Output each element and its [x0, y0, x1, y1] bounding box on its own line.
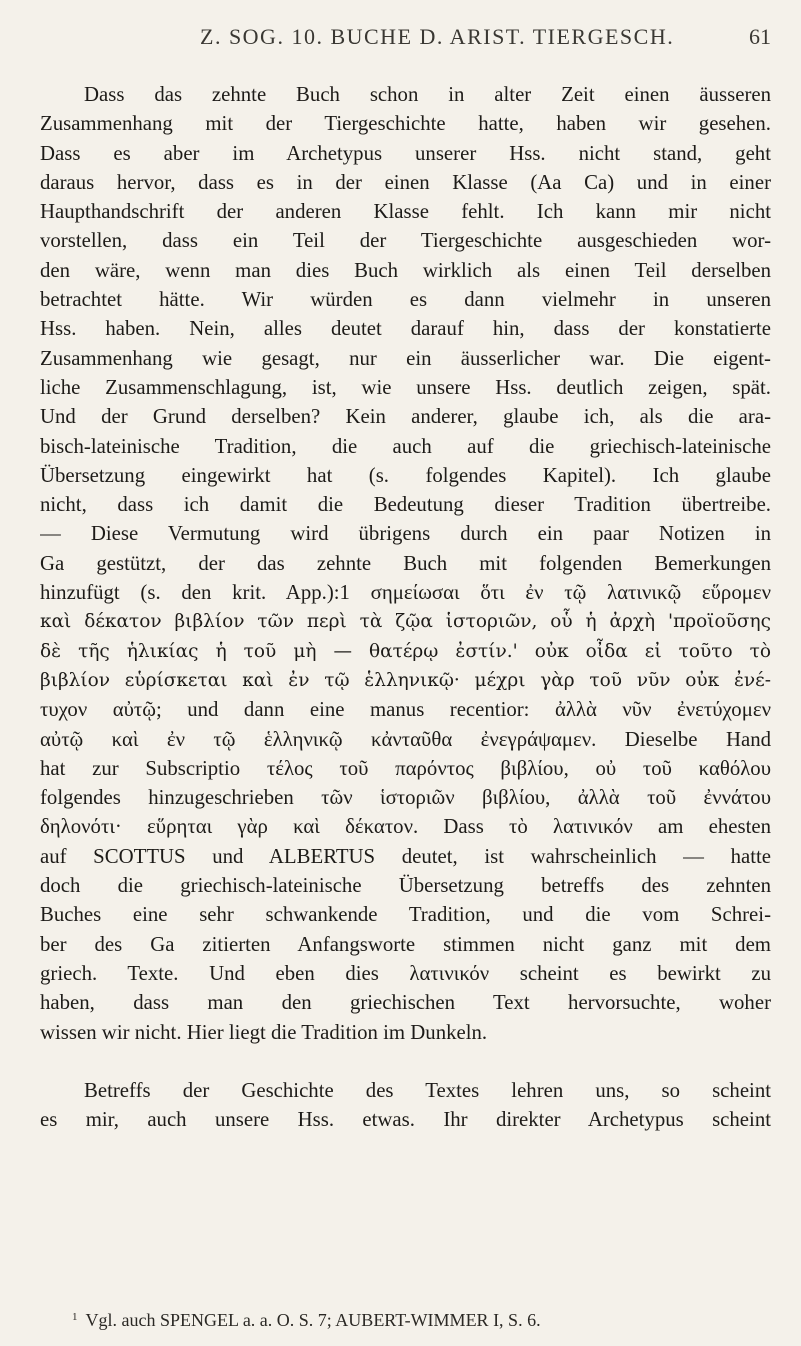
- text-line: Haupthandschrift der anderen Klasse fehlt. Ich kann mir nicht: [40, 200, 771, 224]
- text-line: es mir, auch unsere Hss. etwas. Ihr direkter Archetypus scheint: [40, 1108, 771, 1132]
- text-line: haben, dass man den griechischen Text hervorsuchte, woher: [40, 991, 771, 1015]
- text-line: liche Zusammenschlagung, ist, wie unsere Hss. deutlich zeigen, spät.: [40, 375, 771, 399]
- text-line: Und der Grund derselben? Kein anderer, glaube ich, als die ara-: [40, 405, 771, 429]
- footnote-text: Vgl. auch SPENGEL a. a. O. S. 7; AUBERT-WIMMER I, S. 6.: [85, 1310, 541, 1330]
- paragraph-gap: [40, 1047, 771, 1076]
- text-line: Zusammenhang mit der Tiergeschichte hatte, haben wir gesehen.: [40, 112, 771, 136]
- text-line: Dass es aber im Archetypus unserer Hss. nicht stand, geht: [40, 141, 771, 165]
- page-number: 61: [749, 24, 771, 49]
- text-line-greek: βιβλίον εὑρίσκεται καὶ ἐν τῷ ἑλληνικῷ· μέχρι γὰρ τοῦ νῦν οὐκ ἐνέ-: [40, 669, 771, 691]
- running-title: Z. SOG. 10. BUCHE D. ARIST. TIERGESCH.: [200, 24, 675, 49]
- text-line: Ga gestützt, der das zehnte Buch mit folgenden Bemerkungen: [40, 551, 771, 575]
- text-line-greek: δὲ τῆς ἡλικίας ἡ τοῦ μὴ — θατέρῳ ἐστίν.' οὐκ οἶδα εἰ τοῦτο τὸ: [40, 640, 771, 662]
- text-line: Dass das zehnte Buch schon in alter Zeit einen äusseren: [84, 83, 771, 106]
- text-line: auf SCOTTUS und ALBERTUS deutet, ist wahrscheinlich — hatte: [40, 844, 771, 868]
- text-line: daraus hervor, dass es in der einen Klasse (Aa Ca) und in einer: [40, 170, 771, 194]
- text-line: doch die griechisch-lateinische Übersetzung betreffs des zehnten: [40, 874, 771, 898]
- text-line: ber des Ga zitierten Anfangsworte stimmen nicht ganz mit dem: [40, 932, 771, 956]
- text-line: bisch-lateinische Tradition, die auch auf die griechisch-lateinische: [40, 434, 771, 458]
- text-line: Betreffs der Geschichte des Textes lehren uns, so scheint: [84, 1078, 771, 1102]
- text-line: griech. Texte. Und eben dies λατινικόν scheint es bewirkt zu: [40, 961, 771, 985]
- text-line-greek: folgendes hinzugeschrieben τῶν ἱστοριῶν βιβλίου, ἀλλὰ τοῦ ἐννάτου: [40, 786, 771, 810]
- text-line: Zusammenhang wie gesagt, nur ein äusserlicher war. Die eigent-: [40, 346, 771, 370]
- footnote: [72, 1310, 541, 1331]
- text-line-greek: αὐτῷ καὶ ἐν τῷ ἑλληνικῷ κἀνταῦθα ἐνεγράψαμεν. Dieselbe Hand: [40, 727, 771, 751]
- text-line-greek: hat zur Subscriptio τέλος τοῦ παρόντος βιβλίου, οὐ τοῦ καθόλου: [40, 756, 771, 780]
- text-line: betrachtet hätte. Wir würden es dann vielmehr in unseren: [40, 288, 771, 312]
- text-line: wissen wir nicht. Hier liegt die Tradition im Dunkeln.: [40, 1020, 488, 1044]
- text-line-greek: hinzufügt (s. den krit. App.):1 σημείωσαι ὅτι ἐν τῷ λατινικῷ εὕρομεν: [40, 581, 771, 605]
- footnote-marker: 1: [72, 1311, 78, 1323]
- text-line: Übersetzung eingewirkt hat (s. folgendes Kapitel). Ich glaube: [40, 463, 771, 487]
- text-line-greek: τυχον αὐτῷ; und dann eine manus recentior: ἀλλὰ νῦν ἐνετύχομεν: [40, 698, 771, 722]
- text-line: Hss. haben. Nein, alles deutet darauf hin, dass der konstatierte: [40, 317, 771, 341]
- text-line: den wäre, wenn man dies Buch wirklich als einen Teil derselben: [40, 258, 771, 282]
- text-line-greek: καὶ δέκατον βιβλίον τῶν περὶ τὰ ζῷα ἱστοριῶν, οὗ ἡ ἀρχὴ 'προϊοῦσης: [40, 611, 771, 633]
- book-page: [40, 0, 771, 1346]
- text-line: Buches eine sehr schwankende Tradition, und die vom Schrei-: [40, 903, 771, 927]
- text-line: vorstellen, dass ein Teil der Tiergeschichte ausgeschieden wor-: [40, 229, 771, 253]
- text-line: nicht, dass ich damit die Bedeutung dieser Tradition übertreibe.: [40, 493, 771, 517]
- text-line: — Diese Vermutung wird übrigens durch ein paar Notizen in: [40, 522, 771, 546]
- body-text: [40, 80, 771, 1134]
- running-head: [40, 24, 771, 64]
- text-line-greek: δηλονότι· εὕρηται γὰρ καὶ δέκατον. Dass τὸ λατινικόν am ehesten: [40, 815, 771, 839]
